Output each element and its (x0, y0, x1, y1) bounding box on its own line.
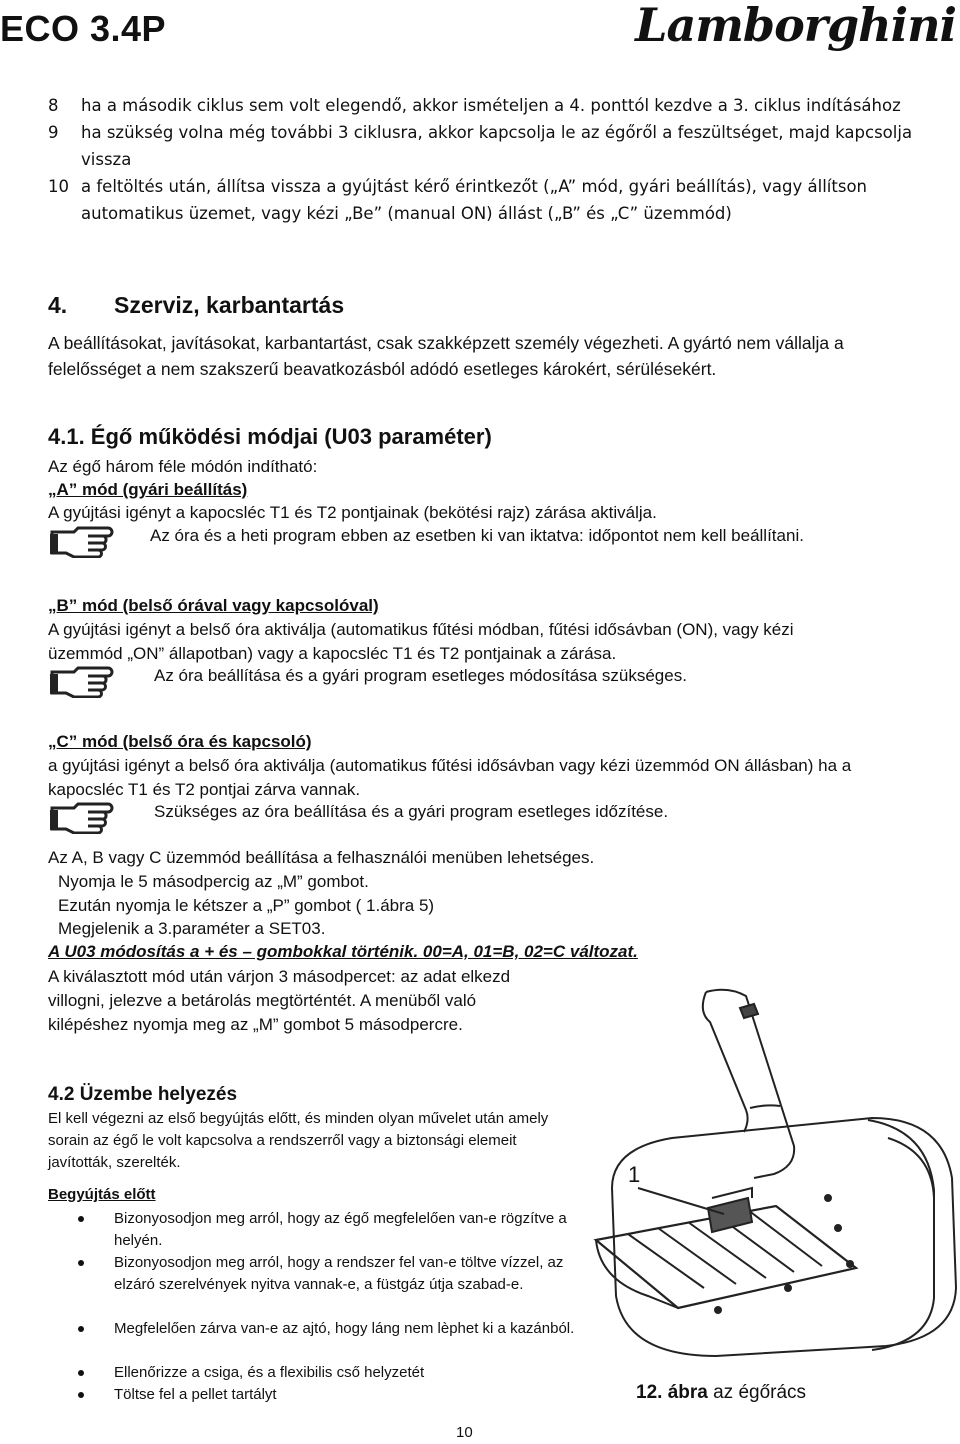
section-4-1-heading: 4.1. Égő működési módjai (U03 paraméter) (48, 424, 492, 449)
pre-ignition-list (74, 1208, 594, 1406)
list-item: Bizonyosodjon meg arról, hogy az égő megfelelően van-e rögzítve a helyén. (74, 1208, 594, 1252)
setup-step: Nyomja le 5 másodpercig az „M” gombot. (58, 872, 369, 891)
list-item: 10 a feltöltés után, állítsa vissza a gyújtást kérő érintkezőt („A” mód, gyári beállítás), vagy állítson automatikus üzemet, vagy kézi „Be” (manual ON) állást („B” és „C” üzemmód) (48, 177, 868, 223)
figure-caption: 12. ábra az égőrács (636, 1382, 807, 1403)
list-item: Bizonyosodjon meg arról, hogy a rendszer fel van-e töltve vízzel, az elzáró szerelvények nyitva vannak-e, a füstgáz útja szabad-e. (74, 1252, 594, 1318)
mode-a-text: A gyújtási igényt a kapocsléc T1 és T2 pontjainak (bekötési rajz) zárása aktiválja. (48, 503, 657, 522)
mode-a-note: Az óra és a heti program ebben az esetben ki van iktatva: időpontot nem kell beállítani. (150, 526, 804, 545)
pointing-hand-icon (48, 664, 120, 698)
pointing-hand-icon (48, 800, 120, 834)
modes-intro: Az égő három féle módón indítható: (48, 457, 318, 476)
mode-b-note: Az óra beállítása és a gyári program esetleges módosítása szükséges. (154, 666, 687, 685)
pre-ignition-title: Begyújtás előtt (48, 1186, 156, 1203)
list-item: Megfelelően zárva van-e az ajtó, hogy láng nem lèphet ki a kazánból. (74, 1318, 594, 1362)
setup-step: Megjelenik a 3.paraméter a SET03. (58, 919, 326, 938)
section-4-2-text: El kell végezni az első begyújtás előtt, és minden olyan művelet után amely sorain az égő le volt kapcsolva a rendszerről vagy a biztonsági elemeit javították, szerelték. (48, 1110, 549, 1171)
page-number: 10 (456, 1424, 473, 1441)
model-name: ECO 3.4P (0, 8, 167, 49)
step-list (48, 92, 928, 227)
mode-b-title: „B” mód (belső órával vagy kapcsolóval) (48, 596, 379, 615)
brand-logo: Lamborghini (635, 0, 956, 52)
mode-c-title: „C” mód (belső óra és kapcsoló) (48, 732, 312, 751)
section-4-heading: 4. Szerviz, karbantartás (48, 292, 345, 318)
setup-emphasis: A U03 módosítás a + és – gombokkal történik. 00=A, 01=B, 02=C változat. (48, 942, 638, 961)
burner-grate-figure (588, 988, 958, 1368)
figure-label: 1 (628, 1162, 641, 1187)
setup-intro: Az A, B vagy C üzemmód beállítása a felhasználói menüben lehetséges. (48, 848, 595, 867)
list-item: 9 ha szükség volna még további 3 ciklusra, akkor kapcsolja le az égőről a feszültséget, majd kapcsolja vissza (48, 123, 913, 169)
list-item: Ellenőrizze a csiga, és a flexibilis cső helyzetét (74, 1362, 594, 1384)
pointing-hand-icon (48, 524, 120, 558)
mode-c-note: Szükséges az óra beállítása és a gyári program esetleges időzítése. (154, 802, 669, 821)
section-4-text: A beállításokat, javításokat, karbantartást, csak szakképzett személy végezheti. A gyártó nem vállalja a felelősséget a nem szakszerű beavatkozásból adódó esetleges károkért, sérülésekért. (48, 333, 844, 379)
mode-c-text: a gyújtási igényt a belső óra aktiválja (automatikus fűtési idősávban vagy kézi üzemmód ON állásban) ha a kapocsléc T1 és T2 pontjai zárva vannak. (48, 756, 852, 799)
list-item: Töltse fel a pellet tartályt (74, 1384, 594, 1406)
section-4-2-heading: 4.2 Üzembe helyezés (48, 1084, 238, 1105)
setup-after: A kiválasztott mód után várjon 3 másodpercet: az adat elkezd villogni, jelezve a betárolás megtörténtét. A menüből való kilépéshez nyomja meg az „M” gombot 5 másodpercre. (48, 967, 511, 1034)
mode-a-title: „A” mód (gyári beállítás) (48, 480, 248, 499)
setup-step: Ezután nyomja le kétszer a „P” gombot ( 1.ábra 5) (58, 896, 435, 915)
list-item: 8 ha a második ciklus sem volt elegendő, akkor ismételjen a 4. ponttól kezdve a 3. ciklus indításához (48, 96, 901, 115)
mode-b-text: A gyújtási igényt a belső óra aktiválja (automatikus fűtési módban, fűtési idősávban (ON), vagy kézi üzemmód „ON” állapotban) vagy a kapocsléc T1 és T2 pontjainak a zárása. (48, 620, 794, 663)
